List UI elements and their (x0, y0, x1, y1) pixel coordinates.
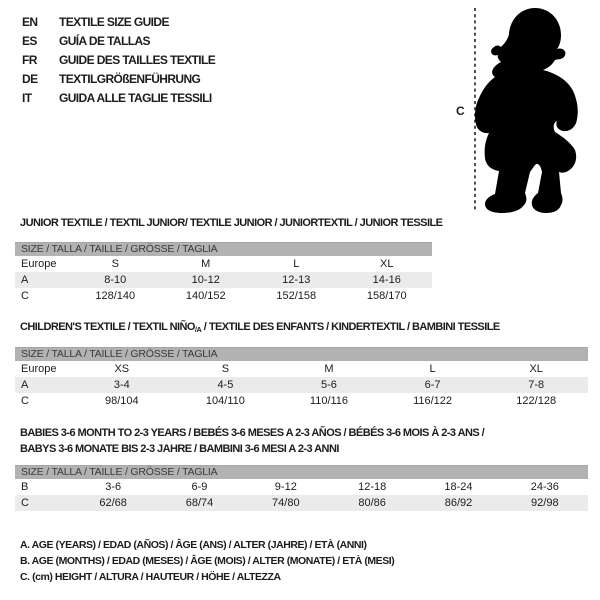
table-row (15, 495, 588, 511)
legend-note-a: A. AGE (YEARS) / EDAD (AÑOS) / ÂGE (ANS) / ALTER (JAHRE) / ETÀ (ANNI) (20, 539, 367, 551)
size-value-cell: 8-10 (104, 274, 127, 286)
size-value-cell: 86/92 (444, 497, 473, 509)
row-label: C (21, 497, 29, 509)
language-title-list (22, 12, 215, 107)
language-title-row (22, 31, 215, 50)
language-code: DE (22, 71, 38, 86)
language-title-row (22, 69, 215, 88)
size-value-cell: 140/152 (185, 290, 226, 302)
children-title-sub: /A (194, 325, 202, 334)
size-value-cell: 98/104 (104, 395, 139, 407)
table-row (15, 288, 432, 304)
size-value-cell: 6-7 (424, 379, 441, 391)
size-value-cell: XL (529, 363, 543, 375)
guide-title: GUIDE DES TAILLES TEXTILE (59, 52, 216, 67)
size-value-cell: 10-12 (191, 274, 220, 286)
size-value-cell: 3-6 (105, 481, 122, 493)
legend-note-c: C. (cm) HEIGHT / ALTURA / HAUTEUR / HÖHE / ALTEZZA (20, 571, 281, 583)
size-value-cell: XS (114, 363, 130, 375)
children-title-pre: CHILDREN'S TEXTILE / TEXTIL NIÑO (20, 321, 195, 333)
size-value-cell: 74/80 (272, 497, 300, 509)
size-value-cell: 3-4 (113, 379, 130, 391)
size-band-header: SIZE / TALLA / TAILLE / GRÖSSE / TAGLIA (15, 466, 588, 480)
size-value-cell: 152/158 (276, 290, 317, 302)
row-label: A (21, 274, 29, 286)
babies-size-table (15, 465, 588, 511)
babies-title-line-1: BABIES 3-6 MONTH TO 2-3 YEARS / BEBÉS 3-6 MESES A 2-3 AÑOS / BÉBÉS 3-6 MOIS À 2-3 ANS / (20, 427, 485, 439)
row-label: C (21, 290, 29, 302)
size-value-cell: L (429, 363, 436, 375)
size-value-cell: 14-16 (372, 274, 401, 286)
size-value-cell: 18-24 (444, 481, 473, 493)
babies-title-line-2: BABYS 3-6 MONATE BIS 2-3 JAHRE / BAMBINI 3-6 MESI A 2-3 ANNI (20, 443, 339, 455)
size-value-cell: 62/68 (99, 497, 127, 509)
row-label: A (21, 379, 29, 391)
table-row (15, 479, 588, 495)
guide-title: TEXTILE SIZE GUIDE (59, 14, 169, 29)
size-value-cell: 12-13 (282, 274, 311, 286)
size-value-cell: S (111, 258, 119, 270)
size-value-cell: 122/128 (516, 395, 557, 407)
guide-title: TEXTILGRÖßENFÜHRUNG (59, 71, 201, 86)
size-value-cell: M (201, 258, 211, 270)
language-title-row (22, 12, 215, 31)
toddler-silhouette-icon (475, 8, 578, 213)
junior-size-table (15, 242, 432, 304)
size-band-header: SIZE / TALLA / TAILLE / GRÖSSE / TAGLIA (15, 243, 432, 257)
legend-note-b: B. AGE (MONTHS) / EDAD (MESES) / ÂGE (MOIS) / ALTER (MONATE) / ETÀ (MESI) (20, 555, 395, 567)
size-value-cell: 92/98 (531, 497, 559, 509)
size-value-cell: 12-18 (358, 481, 387, 493)
measure-label-c: C (456, 104, 465, 118)
guide-title: GUIDA ALLE TAGLIE TESSILI (59, 90, 212, 105)
guide-title: GUÍA DE TALLAS (59, 33, 150, 48)
size-value-cell: 104/110 (205, 395, 245, 407)
size-value-cell: 110/116 (309, 395, 349, 407)
children-title-post: / TEXTILE DES ENFANTS / KINDERTEXTIL / BAMBINI TESSILE (201, 321, 500, 333)
language-title-row (22, 88, 215, 107)
babies-table-title (20, 425, 484, 457)
size-band-row (15, 348, 588, 362)
size-value-cell: 116/122 (413, 395, 453, 407)
language-title-row (22, 50, 215, 69)
size-value-cell: 158/170 (366, 290, 407, 302)
size-value-cell: XL (380, 258, 394, 270)
table-row (15, 377, 588, 393)
language-code: FR (22, 52, 37, 67)
table-row (15, 256, 432, 272)
size-value-cell: 7-8 (528, 379, 545, 391)
size-value-cell: 4-5 (217, 379, 234, 391)
size-value-cell: 5-6 (321, 379, 337, 391)
size-value-cell: M (324, 363, 334, 375)
language-code: EN (22, 14, 38, 29)
table-row (15, 361, 588, 377)
row-label: B (21, 481, 29, 493)
size-value-cell: 24-36 (530, 481, 559, 493)
size-value-cell: 6-9 (191, 481, 208, 493)
size-value-cell: S (221, 363, 230, 375)
size-band-row (15, 466, 588, 480)
toddler-silhouette-figure (455, 0, 595, 218)
children-size-table (15, 347, 588, 409)
size-value-cell: 80/86 (358, 497, 386, 509)
table-row (15, 272, 432, 288)
row-label: Europe (21, 258, 57, 270)
size-band-header: SIZE / TALLA / TAILLE / GRÖSSE / TAGLIA (15, 348, 588, 362)
table-row (15, 393, 588, 409)
junior-table-title: JUNIOR TEXTILE / TEXTIL JUNIOR/ TEXTILE JUNIOR / JUNIORTEXTIL / JUNIOR TESSILE (20, 217, 443, 229)
row-label: C (21, 395, 29, 407)
size-value-cell: 9-12 (274, 481, 297, 493)
size-value-cell: L (293, 258, 300, 270)
language-code: IT (22, 90, 32, 105)
size-value-cell: 68/74 (185, 497, 214, 509)
size-value-cell: 128/140 (95, 290, 136, 302)
children-table-title (20, 319, 500, 338)
language-code: ES (22, 33, 37, 48)
row-label: Europe (21, 363, 57, 375)
size-band-row (15, 243, 432, 257)
legend-notes (20, 537, 394, 585)
